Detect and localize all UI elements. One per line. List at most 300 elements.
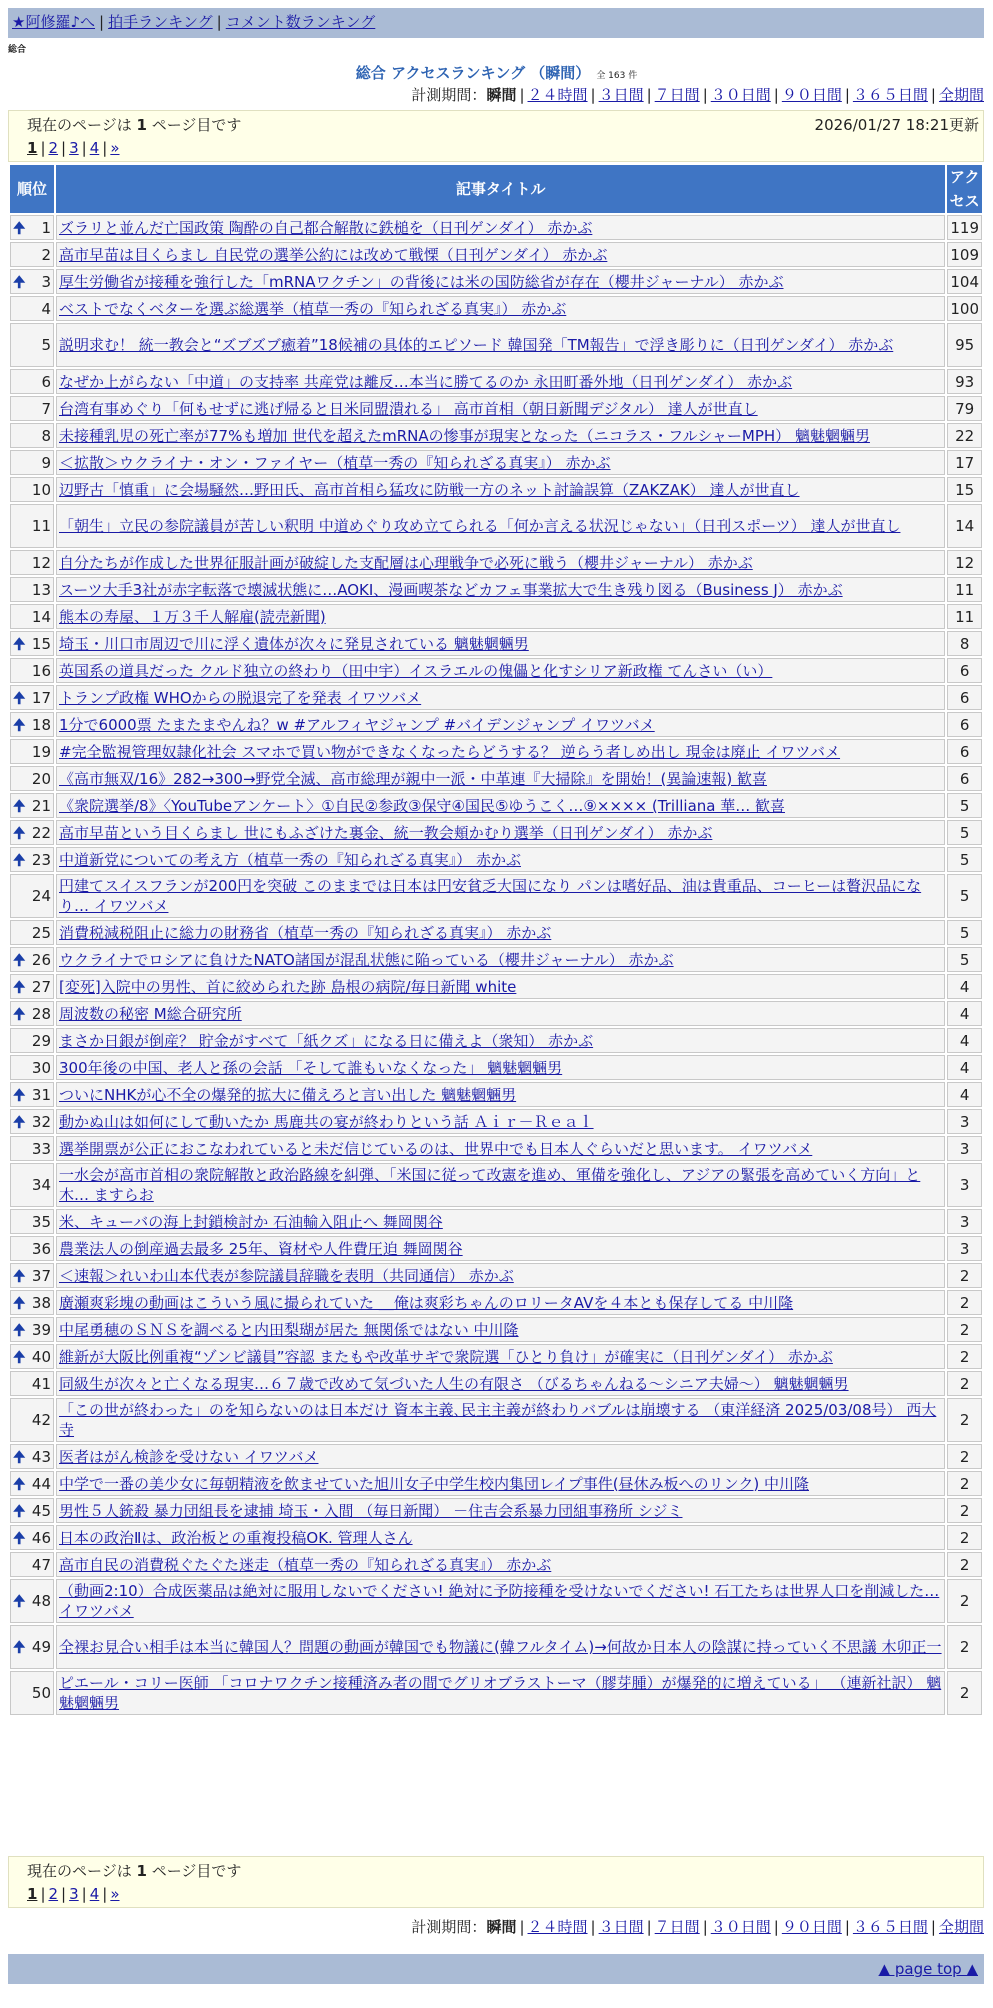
article-title-link[interactable]: [変死]入院中の男性、首に絞められた跡 島根の病院/毎日新聞 white	[59, 977, 517, 996]
access-count: 2	[947, 1444, 982, 1469]
table-row	[10, 820, 982, 845]
table-row	[10, 504, 982, 548]
title-cell	[56, 477, 945, 502]
rank-up-icon: 🠉	[13, 1638, 26, 1656]
period-option-link[interactable]: ３０日間	[710, 1918, 771, 1936]
header-rank: 順位	[10, 165, 54, 213]
page-top-link[interactable]: ▲ page top ▲	[878, 1960, 978, 1978]
table-row	[10, 874, 982, 918]
article-title-link[interactable]: 動かぬ山は如何にして動いたか 馬鹿共の宴が終わりという話 Ａｉｒ－Ｒｅａｌ	[59, 1112, 594, 1131]
article-title-link[interactable]: 「朝生」立民の参院議員が苦しい釈明 中道めぐり攻め立てられる「何か言える状況じゃない」（日刊スポーツ） 達人が世直し	[59, 517, 901, 535]
pagination-separator: |	[102, 1885, 108, 1903]
table-row	[10, 1236, 982, 1261]
rank-number: 36	[31, 1239, 51, 1258]
rank-cell	[10, 847, 54, 872]
rank-cell	[10, 1028, 54, 1053]
rank-number: 45	[31, 1501, 51, 1520]
period-option-link[interactable]: ３６５日間	[852, 1918, 928, 1936]
nav-separator: |	[216, 13, 222, 31]
nav-link[interactable]: 拍手ランキング	[108, 13, 213, 31]
access-count: 100	[947, 296, 982, 321]
table-row	[10, 477, 982, 502]
table-row	[10, 1625, 982, 1669]
title-cell	[56, 1579, 945, 1623]
access-count: 109	[947, 242, 982, 267]
current-page-text	[27, 115, 241, 135]
table-row	[10, 1471, 982, 1496]
rank-cell	[10, 1552, 54, 1577]
article-title-link[interactable]: ベストでなくベターを選ぶ総選挙（植草一秀の『知られざる真実』） 赤かぶ	[59, 299, 567, 318]
table-row	[10, 685, 982, 710]
title-cell	[56, 369, 945, 394]
article-title-link[interactable]: 自分たちが作成した世界征服計画が破綻した支配層は心理戦争で必死に戦う（櫻井ジャーナル） 赤かぶ	[59, 553, 753, 572]
article-title-link[interactable]: 300年後の中国、老人と孫の会話 「そして誰もいなくなった」 魑魅魍魎男	[59, 1058, 563, 1077]
article-title-link[interactable]: 高市早苗という目くらまし 世にもふざけた裏金、統一教会頬かむり選挙（日刊ゲンダイ） 赤かぶ	[59, 823, 713, 842]
rank-number: 19	[31, 742, 51, 761]
period-option-link[interactable]: ３０日間	[710, 86, 771, 104]
title-cell	[56, 1444, 945, 1469]
pagination-link[interactable]: 2	[48, 1885, 59, 1903]
rank-cell	[10, 820, 54, 845]
rank-number: 46	[31, 1528, 51, 1547]
title-cell	[56, 1055, 945, 1080]
title-cell	[56, 604, 945, 629]
rank-number: 32	[31, 1112, 51, 1131]
table-row	[10, 1552, 982, 1577]
current-page-number: 1	[136, 116, 147, 134]
current-page-suffix: ページ目です	[146, 116, 242, 134]
rank-number: 49	[31, 1638, 51, 1656]
period-option-link[interactable]: ３６５日間	[852, 86, 928, 104]
rank-cell	[10, 477, 54, 502]
article-title-link[interactable]: 医者はがん検診を受けない イワツバメ	[59, 1447, 319, 1466]
rank-cell	[10, 1317, 54, 1342]
title-cell	[56, 974, 945, 999]
article-title-link[interactable]: 廣瀬爽彩塊の動画はこういう風に撮られていた ＿俺は爽彩ちゃんのロリータAVを４本とも保存してる 中川隆	[59, 1293, 794, 1312]
access-count: 2	[947, 1344, 982, 1369]
article-title-link[interactable]: ウクライナでロシアに負けたNATO諸国が混乱状態に陥っている（櫻井ジャーナル） 赤かぶ	[59, 950, 674, 969]
article-title-link[interactable]: 高市早苗は目くらまし 自民党の選挙公約には改めて戦慄（日刊ゲンダイ） 赤かぶ	[59, 245, 608, 264]
article-title-link[interactable]: 周波数の秘密 M総合研究所	[59, 1004, 242, 1023]
article-title-link[interactable]: 台湾有事めぐり「何もせずに逃げ帰ると日米同盟潰れる」 高市首相（朝日新聞デジタル） 達人が世直し	[59, 399, 758, 418]
rank-number: 44	[31, 1474, 51, 1493]
period-separator: |	[930, 1918, 936, 1936]
page-info-top	[8, 110, 984, 162]
rank-number: 25	[31, 923, 51, 942]
category-label: 総合	[8, 45, 27, 55]
rank-number: 3	[41, 272, 51, 291]
rank-cell	[10, 685, 54, 710]
access-count: 2	[947, 1471, 982, 1496]
pagination-link[interactable]: »	[110, 1885, 120, 1903]
title-cell	[56, 450, 945, 475]
pagination-separator: |	[81, 1885, 87, 1903]
period-separator: |	[646, 86, 652, 104]
pagination-current: 1	[27, 1885, 38, 1903]
article-title-link[interactable]: ついにNHKが心不全の爆発的拡大に備えろと言い出した 魑魅魍魎男	[59, 1085, 517, 1104]
period-separator: |	[844, 86, 850, 104]
rank-cell	[10, 766, 54, 791]
rank-number: 2	[41, 245, 51, 264]
article-title-link[interactable]: 厚生労働省が接種を強行した「mRNAワクチン」の背後には米の国防総省が存在（櫻井ジャーナル） 赤かぶ	[59, 272, 784, 291]
rank-number: 43	[31, 1447, 51, 1466]
rank-cell	[10, 658, 54, 683]
pagination-link[interactable]: 3	[69, 139, 79, 157]
article-title-link[interactable]: 辺野古「慎重」に会場騒然…野田氏、高市首相ら猛攻に防戦一方のネット討論誤算（ZAKZAK） 達人が世直し	[59, 480, 800, 499]
article-title-link[interactable]: 男性５人銃殺 暴力団組長を逮捕 埼玉・入間 （毎日新聞） －住吉会系暴力団組事務所 シジミ	[59, 1501, 683, 1520]
rank-up-icon: 🠉	[13, 1112, 26, 1131]
access-count: 6	[947, 685, 982, 710]
article-title-link[interactable]: ズラリと並んだ亡国政策 陶酔の自己都合解散に鉄槌を（日刊ゲンダイ） 赤かぶ	[59, 218, 593, 237]
title-cell	[56, 423, 945, 448]
period-option-link[interactable]: ９０日間	[781, 1918, 842, 1936]
rank-up-icon: 🠉	[13, 796, 26, 815]
rank-cell	[10, 1498, 54, 1523]
title-cell	[56, 1028, 945, 1053]
title-cell	[56, 1552, 945, 1577]
table-row	[10, 1579, 982, 1623]
access-count: 79	[947, 396, 982, 421]
access-count: 2	[947, 1525, 982, 1550]
rank-number: 5	[41, 336, 51, 354]
rank-number: 35	[31, 1212, 51, 1231]
rank-cell	[10, 712, 54, 737]
rank-cell	[10, 550, 54, 575]
title-cell	[56, 793, 945, 818]
period-separator: |	[702, 1918, 708, 1936]
access-count: 2	[947, 1552, 982, 1577]
rank-cell	[10, 793, 54, 818]
access-count: 4	[947, 1055, 982, 1080]
pagination	[27, 138, 120, 158]
rank-up-icon: 🠉	[13, 715, 26, 734]
rank-cell	[10, 1082, 54, 1107]
title-cell	[56, 1001, 945, 1026]
pagination-link[interactable]: 4	[89, 139, 100, 157]
pagination-separator: |	[40, 1885, 46, 1903]
title-cell	[56, 920, 945, 945]
table-row	[10, 1001, 982, 1026]
pagination-link[interactable]: 4	[89, 1885, 100, 1903]
title-cell	[56, 550, 945, 575]
article-title-link[interactable]: 《衆院選挙/8》〈YouTubeアンケート〉①自民②参政③保守④国民⑤ゆうこく…⑨×××× (Trilliana 華… 歓喜	[59, 796, 785, 815]
table-row	[10, 1109, 982, 1134]
article-title-link[interactable]: スーツ大手3社が赤字転落で壊滅状態に…AOKI、漫画喫茶などカフェ事業拡大で生き残り図る（Business J） 赤かぶ	[59, 580, 843, 599]
period-separator: |	[773, 86, 779, 104]
table-row	[10, 396, 982, 421]
rank-cell	[10, 269, 54, 294]
rank-number: 12	[31, 553, 51, 572]
access-count: 119	[947, 215, 982, 240]
period-option-link[interactable]: ３日間	[598, 86, 644, 104]
article-title-link[interactable]: 日本の政治Ⅱは、政治板との重複投稿OK. 管理人さん	[59, 1528, 413, 1547]
table-row	[10, 947, 982, 972]
period-option-link[interactable]: ２４時間	[527, 86, 588, 104]
period-option-link[interactable]: 全期間	[938, 1918, 984, 1936]
pagination-current: 1	[27, 139, 38, 157]
rank-cell	[10, 396, 54, 421]
article-title-link[interactable]: ＜拡散＞ウクライナ・オン・ファイヤー（植草一秀の『知られざる真実』） 赤かぶ	[59, 453, 611, 472]
title-cell	[56, 1498, 945, 1523]
article-title-link[interactable]: なぜか上がらない「中道」の支持率 共産党は離反…本当に勝てるのか 永田町番外地（日刊ゲンダイ） 赤かぶ	[59, 372, 793, 391]
table-row	[10, 1344, 982, 1369]
pagination-separator: |	[40, 139, 46, 157]
rank-number: 47	[31, 1555, 51, 1574]
article-title-link[interactable]: 一水会が高市首相の衆院解散と政治路線を糾弾、「米国に従って改憲を進め、軍備を強化し、アジアの緊張を高めていく方向」と木… ますらお	[59, 1166, 921, 1204]
rank-cell	[10, 1371, 54, 1396]
article-title-link[interactable]: 中道新党についての考え方（植草一秀の『知られざる真実』） 赤かぶ	[59, 850, 521, 869]
rank-up-icon: 🠉	[13, 1266, 26, 1285]
rank-number: 18	[31, 715, 51, 734]
ranking-table	[8, 163, 984, 1717]
pagination-link[interactable]: 3	[69, 1885, 79, 1903]
table-row	[10, 1525, 982, 1550]
rank-number: 20	[31, 769, 51, 788]
table-row	[10, 215, 982, 240]
rank-number: 14	[31, 607, 51, 626]
article-title-link[interactable]: 同級生が次々と亡くなる現実…６７歳で改めて気づいた人生の有限さ （びるちゃんねる〜シニア夫婦〜） 魑魅魍魎男	[59, 1374, 849, 1393]
access-count: 2	[947, 1371, 982, 1396]
rank-cell	[10, 296, 54, 321]
rank-number: 8	[41, 426, 51, 445]
article-title-link[interactable]: 米、キューバの海上封鎖検討か 石油輸入阻止へ 舞岡関谷	[59, 1212, 443, 1231]
table-row	[10, 712, 982, 737]
table-row	[10, 269, 982, 294]
title-cell	[56, 1625, 945, 1669]
access-count: 4	[947, 1028, 982, 1053]
article-title-link[interactable]: 維新が大阪比例重複“ゾンビ議員”容認 またもや改革サギで衆院選「ひとり負け」が確実に（日刊ゲンダイ） 赤かぶ	[59, 1347, 833, 1366]
rank-up-icon: 🠉	[13, 1528, 26, 1547]
ranking-count: 全 163 件	[596, 71, 638, 81]
article-title-link[interactable]: ＜速報＞れいわ山本代表が参院議員辞職を表明（共同通信） 赤かぶ	[59, 1266, 514, 1285]
article-title-link[interactable]: 中学で一番の美少女に毎朝精液を飲ませていた旭川女子中学生校内集団レイプ事件(昼休み板へのリンク) 中川隆	[59, 1474, 809, 1493]
pagination-separator: |	[61, 1885, 67, 1903]
rank-up-icon: 🠉	[13, 218, 26, 237]
nav-separator: |	[99, 13, 105, 31]
title-cell	[56, 1671, 945, 1715]
title-cell	[56, 1398, 945, 1442]
period-separator: |	[702, 86, 708, 104]
article-title-link[interactable]: 円建てスイスフランが200円を突破 このままでは日本は円安貧乏大国になり パンは嗜好品、油は貴重品、コーヒーは贅沢品になり… イワツバメ	[59, 877, 922, 915]
article-title-link[interactable]: 中尾勇穂のＳＮＳを調べると内田梨瑚が居た 無関係ではない 中川隆	[59, 1320, 519, 1339]
title-cell	[56, 269, 945, 294]
period-selector-bottom	[8, 1916, 984, 1938]
rank-number: 16	[31, 661, 51, 680]
rank-up-icon: 🠉	[13, 823, 26, 842]
rank-cell	[10, 1444, 54, 1469]
title-cell	[56, 1109, 945, 1134]
article-title-link[interactable]: 熊本の寿屋、１万３千人解雇(読売新聞)	[59, 607, 326, 626]
access-count: 2	[947, 1579, 982, 1623]
pagination-link[interactable]: 2	[48, 139, 59, 157]
article-title-link[interactable]: 埼玉・川口市周辺で川に浮く遺体が次々に発見されている 魑魅魍魎男	[59, 634, 529, 653]
bottom-bar	[8, 1954, 984, 1984]
title-cell	[56, 1290, 945, 1315]
access-count: 11	[947, 604, 982, 629]
article-title-link[interactable]: ピエール・コリー医師 「コロナワクチン接種済み者の間でグリオブラストーマ（膠芽腫）が爆発的に増えている」 （連新社訳） 魑魅魍魎男	[59, 1674, 942, 1712]
rank-number: 50	[31, 1684, 51, 1702]
rank-cell	[10, 323, 54, 367]
access-count: 6	[947, 739, 982, 764]
article-title-link[interactable]: まさか日銀が倒産？ 貯金がすべて「紙クズ」になる日に備えよ（衆知） 赤かぶ	[59, 1031, 594, 1050]
access-count: 5	[947, 920, 982, 945]
updated-timestamp: 2026/01/27 18:21更新	[814, 116, 979, 134]
period-option-link[interactable]: ７日間	[654, 1918, 700, 1936]
rank-number: 4	[41, 299, 51, 318]
access-count: 5	[947, 947, 982, 972]
table-row	[10, 1263, 982, 1288]
table-row	[10, 423, 982, 448]
table-row	[10, 550, 982, 575]
article-title-link[interactable]: 消費税減税阻止に総力の財務省（植草一秀の『知られざる真実』） 赤かぶ	[59, 923, 552, 942]
rank-number: 48	[31, 1592, 51, 1610]
rank-cell	[10, 631, 54, 656]
rank-cell	[10, 1209, 54, 1234]
rank-cell	[10, 1163, 54, 1207]
rank-number: 10	[31, 480, 51, 499]
access-count: 2	[947, 1671, 982, 1715]
table-row	[10, 1371, 982, 1396]
rank-cell	[10, 1471, 54, 1496]
access-count: 2	[947, 1398, 982, 1442]
period-separator: |	[590, 1918, 596, 1936]
title-cell	[56, 242, 945, 267]
pagination-separator: |	[61, 139, 67, 157]
access-count: 5	[947, 820, 982, 845]
rank-number: 15	[31, 634, 51, 653]
article-title-link[interactable]: 高市自民の消費税ぐたぐた迷走（植草一秀の『知られざる真実』） 赤かぶ	[59, 1555, 552, 1574]
current-page-prefix: 現在のページは	[27, 1862, 137, 1880]
rank-up-icon: 🠉	[13, 1347, 26, 1366]
access-count: 2	[947, 1498, 982, 1523]
rank-number: 30	[31, 1058, 51, 1077]
article-title-link[interactable]: トランプ政権 WHOからの脱退完了を発表 イワツバメ	[59, 688, 422, 707]
period-option-link[interactable]: ３日間	[598, 1918, 644, 1936]
rank-number: 11	[31, 517, 51, 535]
title-cell	[56, 1236, 945, 1261]
access-count: 3	[947, 1163, 982, 1207]
table-row	[10, 847, 982, 872]
period-separator: |	[519, 1918, 525, 1936]
access-count: 2	[947, 1263, 982, 1288]
title-cell	[56, 1371, 945, 1396]
title-cell	[56, 396, 945, 421]
title-cell	[56, 1525, 945, 1550]
title-cell	[56, 504, 945, 548]
access-count: 4	[947, 1001, 982, 1026]
rank-cell	[10, 242, 54, 267]
article-title-link[interactable]: 《高市無双/16》282→300→野党全滅、高市総理が親中一派・中革連『大掃除』を開始！(異論速報) 歓喜	[59, 769, 768, 788]
title-cell	[56, 1263, 945, 1288]
rank-cell	[10, 604, 54, 629]
pagination-link[interactable]: »	[110, 139, 120, 157]
pagination	[27, 1884, 120, 1904]
article-title-link[interactable]: 英国系の道具だった クルド独立の終わり（田中宇）イスラエルの傀儡と化すシリア新政権 てんさい（い）	[59, 661, 773, 680]
title-cell	[56, 323, 945, 367]
table-row	[10, 1163, 982, 1207]
rank-number: 17	[31, 688, 51, 707]
article-title-link[interactable]: （動画2:10）合成医薬品は絶対に服用しないでください! 絶対に予防接種を受けないでください! 石工たちは世界人口を削減した… イワツバメ	[59, 1582, 940, 1620]
table-row	[10, 369, 982, 394]
nav-link[interactable]: コメント数ランキング	[225, 13, 376, 31]
rank-up-icon: 🠉	[13, 272, 26, 291]
table-row	[10, 793, 982, 818]
access-count: 93	[947, 369, 982, 394]
rank-cell	[10, 1398, 54, 1442]
rank-number: 1	[41, 218, 51, 237]
rank-cell	[10, 423, 54, 448]
rank-number: 34	[31, 1176, 51, 1194]
period-option-link[interactable]: ７日間	[654, 86, 700, 104]
table-row	[10, 577, 982, 602]
period-option-link[interactable]: 全期間	[938, 86, 984, 104]
article-title-link[interactable]: 全裸お見合い相手は本当に韓国人？問題の動画が韓国でも物議に(韓フルタイム)→何故か日本人の陰謀に持っていく不思議 木卯正一	[59, 1638, 942, 1656]
title-cell	[56, 631, 945, 656]
rank-number: 23	[31, 850, 51, 869]
article-title-link[interactable]: 説明求む！ 統一教会と“ズブズブ癒着”18候補の具体的エピソード 韓国発「TM報告」で浮き彫りに（日刊ゲンダイ） 赤かぶ	[59, 336, 894, 354]
rank-up-icon: 🠉	[13, 1004, 26, 1023]
access-count: 12	[947, 550, 982, 575]
article-title-link[interactable]: 選挙開票が公正におこなわれていると未だ信じているのは、世界中でも日本人ぐらいだと思います。 イワツバメ	[59, 1139, 813, 1158]
article-title-link[interactable]: 「この世が終わった」のを知らないのは日本だけ 資本主義､民主主義が終わりバブルは崩壊する （東洋経済 2025/03/08号） 西大寺	[59, 1401, 937, 1439]
access-count: 8	[947, 631, 982, 656]
table-row	[10, 242, 982, 267]
rank-number: 28	[31, 1004, 51, 1023]
article-title-link[interactable]: 未接種乳児の死亡率が77%も増加 世代を超えたmRNAの惨事が現実となった（ニコラス・フルシャーMPH） 魑魅魍魎男	[59, 426, 870, 445]
period-separator: |	[646, 1918, 652, 1936]
access-count: 6	[947, 658, 982, 683]
table-row	[10, 1498, 982, 1523]
access-count: 14	[947, 504, 982, 548]
pagination-separator: |	[102, 139, 108, 157]
top-nav-bar	[8, 8, 984, 38]
period-separator: |	[844, 1918, 850, 1936]
title-cell	[56, 1082, 945, 1107]
title-cell	[56, 1317, 945, 1342]
access-count: 104	[947, 269, 982, 294]
nav-link[interactable]: ★阿修羅♪へ	[12, 13, 96, 31]
article-title-link[interactable]: 1分で6000票 たまたまやんね？w #アルフィヤジャンプ #バイデンジャンプ イワツバメ	[59, 715, 655, 734]
rank-up-icon: 🠉	[13, 1501, 26, 1520]
rank-cell	[10, 504, 54, 548]
table-row	[10, 739, 982, 764]
title-cell	[56, 766, 945, 791]
rank-cell	[10, 874, 54, 918]
title-cell	[56, 820, 945, 845]
access-count: 5	[947, 874, 982, 918]
title-cell	[56, 1136, 945, 1161]
rank-cell	[10, 1290, 54, 1315]
title-cell	[56, 1471, 945, 1496]
rank-cell	[10, 1525, 54, 1550]
rank-cell	[10, 1001, 54, 1026]
rank-up-icon: 🠉	[13, 1085, 26, 1104]
rank-cell	[10, 1263, 54, 1288]
rank-cell	[10, 1236, 54, 1261]
period-separator: |	[930, 86, 936, 104]
period-option-link[interactable]: ９０日間	[781, 86, 842, 104]
rank-up-icon: 🠉	[13, 634, 26, 653]
current-page-prefix: 現在のページは	[27, 116, 137, 134]
article-title-link[interactable]: 農業法人の倒産過去最多 25年、資材や人件費圧迫 舞岡関谷	[59, 1239, 463, 1258]
header-access: アクセス	[947, 165, 982, 213]
table-row	[10, 604, 982, 629]
period-option-link[interactable]: ２４時間	[527, 1918, 588, 1936]
article-title-link[interactable]: #完全監視管理奴隷化社会 スマホで買い物ができなくなったらどうする？ 逆らう者しめ出し 現金は廃止 イワツバメ	[59, 742, 841, 761]
period-separator: |	[590, 86, 596, 104]
period-separator: |	[773, 1918, 779, 1936]
rank-number: 27	[31, 977, 51, 996]
